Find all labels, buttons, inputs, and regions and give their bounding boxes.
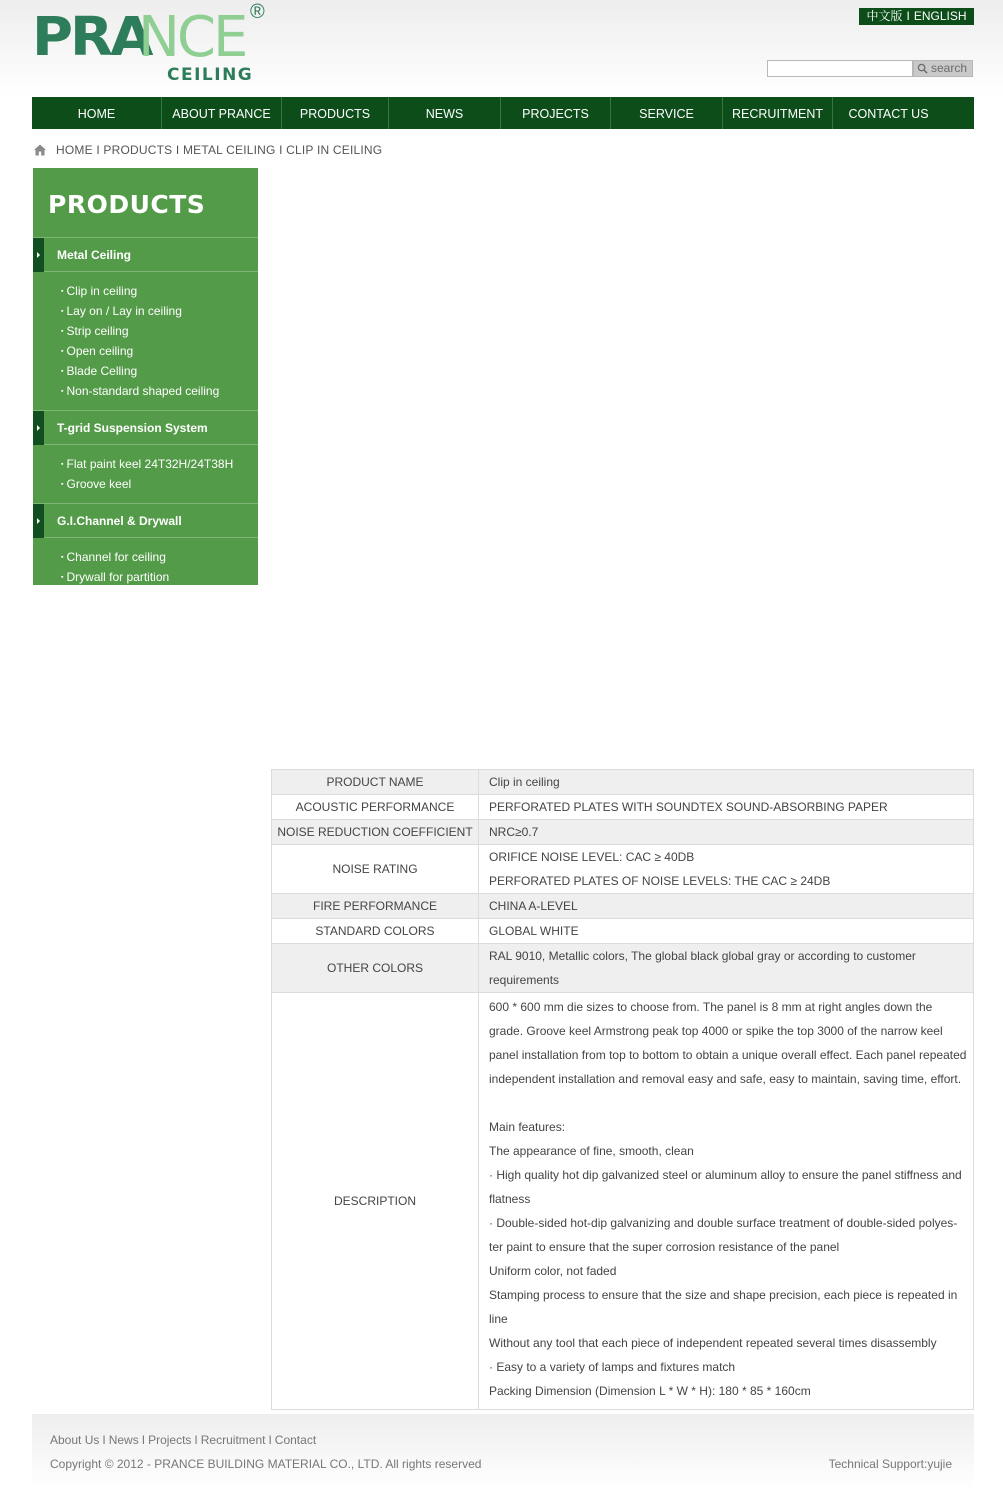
spec-value: RAL 9010, Metallic colors, The global black global gray or according to customer requirements xyxy=(479,944,974,993)
sidebar-item-strip-ceiling[interactable]: ▪ Strip ceiling xyxy=(61,321,258,341)
table-row xyxy=(272,894,974,919)
sidebar-item-flat-paint-keel[interactable]: ▪ Flat paint keel 24T32H/24T38H xyxy=(61,454,258,474)
spec-label: STANDARD COLORS xyxy=(272,919,479,944)
spec-value: GLOBAL WHITE xyxy=(479,919,974,944)
table-row xyxy=(272,919,974,944)
footer-separator: I xyxy=(268,1433,272,1447)
language-english-link[interactable]: ENGLISH xyxy=(913,9,967,23)
footer-link-about-us[interactable]: About Us xyxy=(50,1433,100,1447)
sidebar-category-label: Metal Ceiling xyxy=(57,248,132,262)
sidebar-item-drywall-for-partition[interactable]: ▪ Drywall for partition xyxy=(61,567,258,587)
spec-value: Clip in ceiling xyxy=(479,770,974,795)
description-paragraph: Packing Dimension (Dimension L * W * H): 180 * 85 * 160cm xyxy=(489,1384,811,1398)
footer-link-news[interactable]: News xyxy=(108,1433,139,1447)
sidebar-item-open-ceiling[interactable]: ▪ Open ceiling xyxy=(61,341,258,361)
spec-label: DESCRIPTION xyxy=(272,993,479,1410)
spec-label: NOISE RATING xyxy=(272,845,479,894)
description-paragraph: · Double-sided hot-dip galvanizing and double surface treatment of double-sided polyes-ter paint to ensure that the super corrosion resistance of the panel xyxy=(489,1216,958,1254)
spec-label: OTHER COLORS xyxy=(272,944,479,993)
footer-separator: I xyxy=(194,1433,198,1447)
table-row xyxy=(272,944,974,993)
description-paragraph xyxy=(489,1091,973,1115)
footer-link-projects[interactable]: Projects xyxy=(148,1433,192,1447)
sidebar-item-clip-in-ceiling[interactable]: ▪ Clip in ceiling xyxy=(61,281,258,301)
table-row xyxy=(272,795,974,820)
description-paragraph: The appearance of fine, smooth, clean xyxy=(489,1144,694,1158)
footer xyxy=(32,1414,974,1490)
footer-link-recruitment[interactable]: Recruitment xyxy=(200,1433,266,1447)
product-spec-table xyxy=(271,769,974,1410)
table-row xyxy=(272,993,974,1410)
sidebar-category-metal-ceiling[interactable] xyxy=(33,238,258,272)
logo-subtitle: CEILING xyxy=(167,65,254,85)
breadcrumb xyxy=(33,143,382,157)
nav-news[interactable]: NEWS xyxy=(389,97,501,129)
language-separator: I xyxy=(906,9,910,23)
spec-value: NRC≥0.7 xyxy=(479,820,974,845)
spec-value xyxy=(479,845,974,894)
search-input[interactable] xyxy=(767,60,913,77)
noise-rating-line: PERFORATED PLATES OF NOISE LEVELS: THE CAC ≥ 24DB xyxy=(489,874,831,888)
table-row xyxy=(272,845,974,894)
description-paragraph: 600 * 600 mm die sizes to choose from. The panel is 8 mm at right angles down the grade. Groove keel Armstrong peak top 4000 or spike the top 3000 of the narrow keel panel installation from top to bottom to obtain a unique overall effect. Each panel repeated independent installation and removal easy and safe, easy to maintain, saving time, effort. xyxy=(489,1000,967,1086)
search-icon xyxy=(917,63,928,74)
description-paragraph: Uniform color, not faded xyxy=(489,1264,617,1278)
arrow-right-icon xyxy=(33,504,44,538)
table-row xyxy=(272,820,974,845)
sidebar-sublist xyxy=(33,445,258,504)
breadcrumb-path[interactable]: HOME I PRODUCTS I METAL CEILING I CLIP IN CEILING xyxy=(56,143,383,157)
search-button[interactable] xyxy=(913,60,973,77)
spec-description xyxy=(479,993,974,1410)
language-chinese-link[interactable]: 中文版 xyxy=(866,9,903,23)
spec-value: CHINA A-LEVEL xyxy=(479,894,974,919)
sidebar-item-blade-celling[interactable]: ▪ Blade Celling xyxy=(61,361,258,381)
language-switcher xyxy=(859,8,974,25)
logo-text-pra: PRA xyxy=(32,6,151,69)
search-button-label: search xyxy=(931,61,968,75)
spec-label: PRODUCT NAME xyxy=(272,770,479,795)
sidebar-item-groove-keel[interactable]: ▪ Groove keel xyxy=(61,474,258,494)
sidebar-title: PRODUCTS xyxy=(33,168,258,238)
sidebar-category-label: G.I.Channel & Drywall xyxy=(57,514,182,528)
sidebar-category-t-grid[interactable] xyxy=(33,411,258,445)
main-navigation xyxy=(32,97,974,129)
copyright-text: Copyright © 2012 - PRANCE BUILDING MATERIAL CO., LTD. All rights reserved xyxy=(50,1457,482,1471)
description-paragraph: Stamping process to ensure that the size and shape precision, each piece is repeated in line xyxy=(489,1288,958,1326)
product-sidebar xyxy=(33,168,258,585)
description-paragraph: · High quality hot dip galvanized steel or aluminum alloy to ensure the panel stiffness and flatness xyxy=(489,1168,962,1206)
nav-recruitment[interactable]: RECRUITMENT xyxy=(723,97,833,129)
home-icon xyxy=(33,143,47,157)
nav-products[interactable]: PRODUCTS xyxy=(282,97,389,129)
sidebar-sublist xyxy=(33,538,258,596)
sidebar-category-gi-channel-drywall[interactable] xyxy=(33,504,258,538)
table-row xyxy=(272,770,974,795)
nav-about-prance[interactable]: ABOUT PRANCE xyxy=(162,97,282,129)
nav-home[interactable]: HOME xyxy=(32,97,162,129)
sidebar-item-channel-for-ceiling[interactable]: ▪ Channel for ceiling xyxy=(61,547,258,567)
description-paragraph: Main features: xyxy=(489,1120,566,1134)
nav-projects[interactable]: PROJECTS xyxy=(501,97,611,129)
prance-ceiling-logo[interactable] xyxy=(32,1,272,88)
arrow-right-icon xyxy=(33,411,44,445)
noise-rating-line: ORIFICE NOISE LEVEL: CAC ≥ 40DB xyxy=(489,850,695,864)
footer-separator: I xyxy=(141,1433,146,1447)
nav-service[interactable]: SERVICE xyxy=(611,97,723,129)
spec-value: PERFORATED PLATES WITH SOUNDTEX SOUND-ABSORBING PAPER xyxy=(479,795,974,820)
spec-label: NOISE REDUCTION COEFFICIENT xyxy=(272,820,479,845)
sidebar-item-lay-on-lay-in-ceiling[interactable]: ▪ Lay on / Lay in ceiling xyxy=(61,301,258,321)
footer-link-contact[interactable]: Contact xyxy=(274,1433,317,1447)
sidebar-sublist xyxy=(33,272,258,411)
logo-text-nce: NCE xyxy=(138,5,246,70)
registered-mark: ® xyxy=(250,1,265,23)
footer-separator: I xyxy=(102,1433,106,1447)
footer-links xyxy=(50,1433,316,1447)
arrow-right-icon xyxy=(33,238,44,272)
nav-contact-us[interactable]: CONTACT US xyxy=(848,107,929,121)
description-paragraph: · Easy to a variety of lamps and fixtures match xyxy=(489,1360,736,1374)
description-paragraph: Without any tool that each piece of independent repeated several times disassembly xyxy=(489,1336,937,1350)
spec-label: ACOUSTIC PERFORMANCE xyxy=(272,795,479,820)
technical-support-text: Technical Support:yujie xyxy=(828,1457,952,1471)
spec-label: FIRE PERFORMANCE xyxy=(272,894,479,919)
sidebar-item-non-standard-shaped-ceiling[interactable]: ▪ Non-standard shaped ceiling xyxy=(61,381,258,401)
sidebar-category-label: T-grid Suspension System xyxy=(57,421,208,435)
